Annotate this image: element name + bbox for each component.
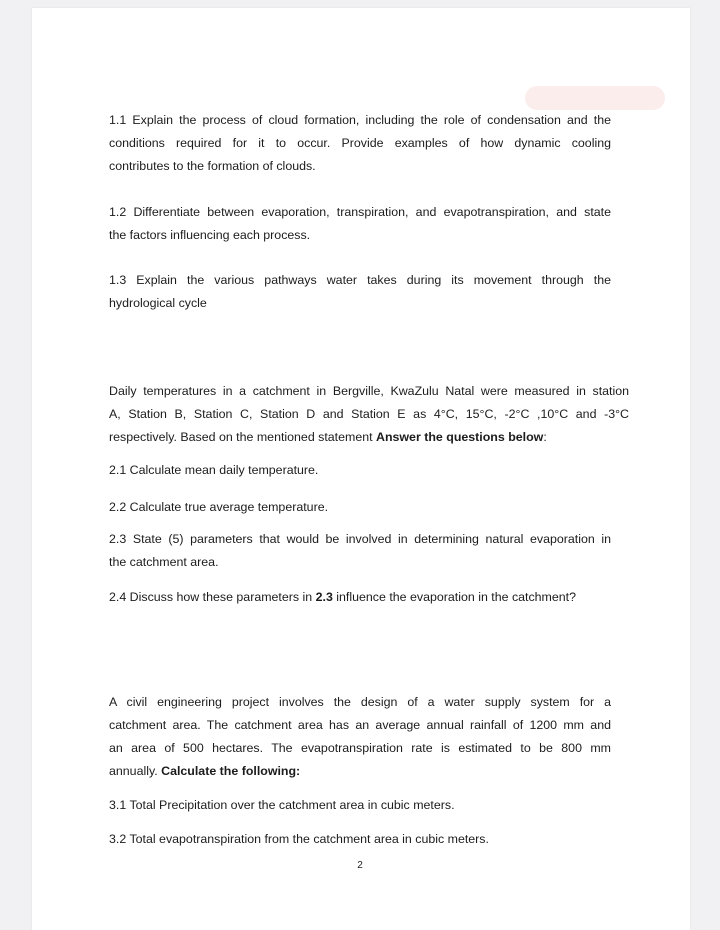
question-1-1-line: 1.1 Explain the process of cloud formation, including the role of condensation and the xyxy=(109,113,611,127)
question-1-3-line: 1.3 Explain the various pathways water takes during its movement through the xyxy=(109,273,611,287)
question-2-4 xyxy=(109,590,611,604)
q2-4-text: 2.4 Discuss how these parameters in xyxy=(109,590,316,604)
question-2-3-line: 2.3 State (5) parameters that would be involved in determining natural evaporation in xyxy=(109,532,611,546)
question-3-2: 3.2 Total evapotranspiration from the catchment area in cubic meters. xyxy=(109,832,489,846)
section-3-intro-line xyxy=(109,760,611,783)
section-3-intro-line: A civil engineering project involves the design of a water supply system for a xyxy=(109,695,611,709)
intro-text: annually. xyxy=(109,764,162,778)
ink-smudge xyxy=(525,86,665,110)
section-3-intro xyxy=(109,691,611,783)
question-2-3 xyxy=(109,528,611,574)
section-2-intro-line xyxy=(109,426,629,449)
question-1-2-line: the factors influencing each process. xyxy=(109,228,311,242)
question-1-1-line: conditions required for it to occur. Provide examples of how dynamic cooling xyxy=(109,136,611,150)
question-1-2 xyxy=(109,201,611,247)
question-1-1 xyxy=(109,109,611,178)
section-2-intro-line: Daily temperatures in a catchment in Bergville, KwaZulu Natal were measured in station xyxy=(109,384,629,398)
question-1-3 xyxy=(109,269,611,315)
intro-colon: : xyxy=(543,430,547,444)
section-2-intro-line: A, Station B, Station C, Station D and Station E as 4°C, 15°C, -2°C ,10°C and -3°C xyxy=(109,407,629,421)
question-3-1: 3.1 Total Precipitation over the catchment area in cubic meters. xyxy=(109,798,455,812)
question-1-2-line: 1.2 Differentiate between evaporation, transpiration, and evapotranspiration, and state xyxy=(109,205,611,219)
question-1-1-line: contributes to the formation of clouds. xyxy=(109,159,316,173)
q2-4-ref: 2.3 xyxy=(315,590,333,604)
question-2-3-line: the catchment area. xyxy=(109,555,219,569)
question-2-1: 2.1 Calculate mean daily temperature. xyxy=(109,463,319,477)
intro-text: respectively. Based on the mentioned statement xyxy=(109,430,377,444)
question-2-2: 2.2 Calculate true average temperature. xyxy=(109,500,329,514)
page-number: 2 xyxy=(357,860,363,871)
section-3-intro-line: catchment area. The catchment area has an average annual rainfall of 1200 mm and xyxy=(109,718,611,732)
intro-bold: Calculate the following: xyxy=(161,764,301,778)
intro-bold: Answer the questions below xyxy=(376,430,544,444)
section-2-intro xyxy=(109,380,629,449)
q2-4-text-end: influence the evaporation in the catchment? xyxy=(332,590,576,604)
section-3-intro-line: an area of 500 hectares. The evapotranspiration rate is estimated to be 800 mm xyxy=(109,741,611,755)
question-1-3-line: hydrological cycle xyxy=(109,296,207,310)
